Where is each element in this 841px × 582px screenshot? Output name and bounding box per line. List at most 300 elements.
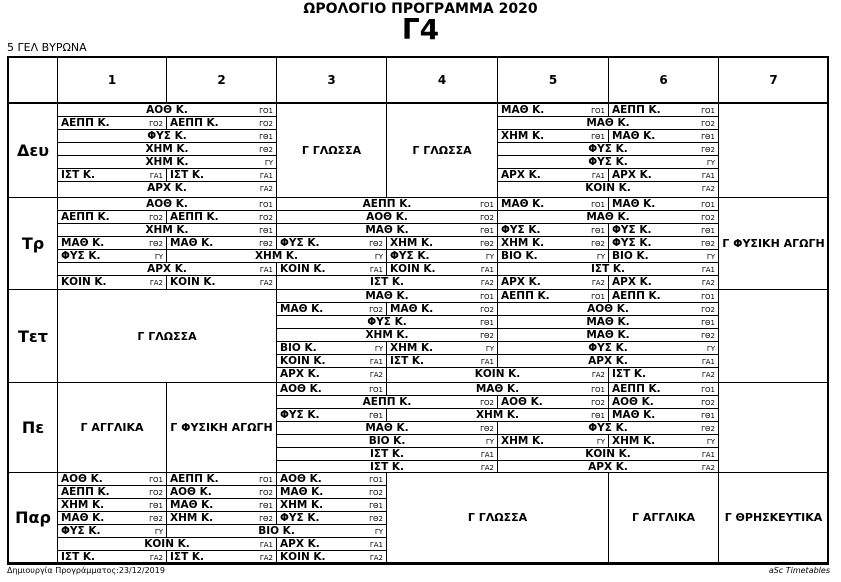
lesson-entry <box>498 290 609 303</box>
lesson-entry <box>277 435 498 448</box>
lesson-entry <box>609 169 719 182</box>
lesson-entry <box>498 250 609 263</box>
lesson-entry <box>277 499 387 512</box>
lesson-entry <box>167 211 277 224</box>
lesson-entry <box>277 316 498 329</box>
lesson-group: ΓΘ1 <box>369 412 383 420</box>
lesson-group: ΓΟ1 <box>591 201 605 209</box>
lesson-entry <box>498 316 719 329</box>
lesson-subject: ΑΟΘ Κ. <box>366 211 408 223</box>
lesson-subject: ΦΥΣ Κ. <box>61 525 101 537</box>
lesson-group: ΓΑ1 <box>480 266 494 274</box>
lesson-subject: ΧΗΜ Κ. <box>254 250 299 262</box>
lesson-entry <box>277 224 498 237</box>
lesson-entry <box>387 409 609 422</box>
lesson-group: ΓΟ2 <box>701 214 715 222</box>
lesson-subject: ΙΣΤ Κ. <box>390 355 425 367</box>
period-header: 5 <box>498 58 609 104</box>
lesson-group: ΓΘ1 <box>259 133 273 141</box>
lesson-group: ΓΑ1 <box>701 358 715 366</box>
lesson-group: ΓΘ1 <box>591 133 605 141</box>
lesson-group: ΓΟ1 <box>259 201 273 209</box>
lesson-entry <box>277 329 498 342</box>
lesson-group: ΓΥ <box>706 159 715 167</box>
lesson-entry <box>498 211 719 224</box>
lesson-subject: ΑΕΠΠ Κ. <box>170 117 219 129</box>
lesson-subject: ΑΡΧ Κ. <box>588 355 628 367</box>
lesson-entry <box>498 104 609 117</box>
lesson-subject: ΚΟΙΝ Κ. <box>280 263 326 275</box>
lesson-subject: ΚΟΙΝ Κ. <box>474 368 521 380</box>
lesson-group: ΓΥ <box>374 528 383 536</box>
lesson-entry <box>277 422 498 435</box>
lesson-group: ΓΑ1 <box>701 451 715 459</box>
lesson-subject: ΑΟΘ Κ. <box>146 198 188 210</box>
lesson-entry <box>167 169 277 182</box>
lesson-subject: ΙΣΤ Κ. <box>170 169 205 181</box>
lesson-entry <box>277 290 498 303</box>
lesson-entry <box>387 355 498 368</box>
lesson-group: ΓΑ1 <box>701 172 715 180</box>
lesson-subject: ΑΡΧ Κ. <box>280 538 320 550</box>
lesson-group: ΓΑ2 <box>259 279 273 287</box>
lesson-group: ΓΘ2 <box>480 425 494 433</box>
lesson-subject: ΑΡΧ Κ. <box>147 263 187 275</box>
lesson-subject: ΦΥΣ Κ. <box>61 250 101 262</box>
lesson-entry <box>58 156 277 169</box>
lesson-subject: ΧΗΜ Κ. <box>280 499 324 511</box>
lesson-entry <box>498 117 719 130</box>
lesson-group: ΓΥ <box>264 159 273 167</box>
lesson-group: ΓΟ2 <box>480 399 494 407</box>
lesson-entry <box>609 237 719 250</box>
lesson-group: ΓΥ <box>485 345 494 353</box>
lesson-group: ΓΘ1 <box>369 502 383 510</box>
lesson-subject: ΦΥΣ Κ. <box>280 237 320 249</box>
lesson-subject: ΧΗΜ Κ. <box>145 224 189 236</box>
lesson-group: ΓΥ <box>485 438 494 446</box>
lesson-entry <box>498 263 719 276</box>
lesson-entry <box>58 130 277 143</box>
lesson-subject: ΑΡΧ Κ. <box>501 169 541 181</box>
lesson-group: ΓΘ1 <box>701 412 715 420</box>
lesson-subject: ΦΥΣ Κ. <box>501 224 541 236</box>
day-label: Τετ <box>9 290 58 383</box>
period-header: 4 <box>387 58 498 104</box>
lesson-subject: ΚΟΙΝ Κ. <box>280 355 326 367</box>
lesson-group: ΓΟ1 <box>149 476 163 484</box>
lesson-subject: ΒΙΟ Κ. <box>280 342 317 354</box>
lesson-entry <box>609 198 719 211</box>
lesson-entry <box>498 329 719 342</box>
lesson-subject: ΑΟΘ Κ. <box>280 473 322 485</box>
lesson-entry <box>277 303 387 316</box>
lesson-group: ΓΘ2 <box>701 332 715 340</box>
lesson-group: ΓΟ2 <box>259 214 273 222</box>
lesson-group: ΓΑ2 <box>701 279 715 287</box>
lesson-entry <box>609 130 719 143</box>
lesson-entry <box>498 303 719 316</box>
lesson-subject: ΦΥΣ Κ. <box>280 409 320 421</box>
lesson-group: ΓΟ1 <box>591 386 605 394</box>
lesson-block: Γ ΦΥΣΙΚΗ ΑΓΩΓΗ <box>167 383 277 473</box>
lesson-subject: ΜΑΘ Κ. <box>612 130 656 142</box>
lesson-entry <box>277 473 387 486</box>
lesson-subject: ΙΣΤ Κ. <box>369 448 405 460</box>
lesson-subject: ΦΥΣ Κ. <box>280 512 320 524</box>
lesson-group: ΓΘ1 <box>259 227 273 235</box>
lesson-entry <box>277 396 498 409</box>
lesson-entry <box>498 169 609 182</box>
lesson-entry <box>58 512 167 525</box>
lesson-entry <box>277 383 387 396</box>
lesson-group: ΓΟ1 <box>480 201 494 209</box>
lesson-subject: ΜΑΘ Κ. <box>170 499 214 511</box>
lesson-group: ΓΥ <box>596 253 605 261</box>
lesson-entry <box>277 198 498 211</box>
lesson-group: ΓΥ <box>154 253 163 261</box>
lesson-subject: ΒΙΟ Κ. <box>258 525 295 537</box>
lesson-group: ΓΘ2 <box>259 515 273 523</box>
lesson-group: ΓΑ1 <box>591 172 605 180</box>
lesson-group: ΓΟ2 <box>480 214 494 222</box>
lesson-group: ΓΟ2 <box>369 306 383 314</box>
lesson-subject: ΙΣΤ Κ. <box>61 551 96 563</box>
lesson-entry <box>277 538 387 551</box>
lesson-block: Γ ΓΛΩΣΣΑ <box>387 104 498 198</box>
lesson-group: ΓΘ1 <box>480 319 494 327</box>
lesson-subject: ΜΑΘ Κ. <box>390 303 434 315</box>
lesson-entry <box>167 250 387 263</box>
lesson-entry <box>167 473 277 486</box>
day-label: Πε <box>9 383 58 473</box>
lesson-group: ΓΘ1 <box>701 227 715 235</box>
lesson-subject: ΧΗΜ Κ. <box>170 512 214 524</box>
lesson-group: ΓΟ1 <box>701 107 715 115</box>
lesson-entry <box>609 276 719 290</box>
lesson-entry <box>498 461 719 473</box>
lesson-block: Γ ΑΓΓΛΙΚΑ <box>58 383 167 473</box>
lesson-subject: ΑΡΧ Κ. <box>588 461 628 473</box>
lesson-group: ΓΑ2 <box>701 371 715 379</box>
lesson-subject: ΦΥΣ Κ. <box>612 237 652 249</box>
lesson-group: ΓΑ2 <box>369 554 383 562</box>
period-header: 2 <box>167 58 277 104</box>
lesson-entry <box>58 143 277 156</box>
lesson-subject: ΑΡΧ Κ. <box>612 276 652 288</box>
lesson-entry <box>58 224 277 237</box>
lesson-block: Γ ΓΛΩΣΣΑ <box>387 473 609 563</box>
lesson-group: ΓΟ1 <box>480 293 494 301</box>
footer-brand: aSc Timetables <box>768 566 830 575</box>
day-label: Παρ <box>9 473 58 563</box>
lesson-group: ΓΟ1 <box>701 201 715 209</box>
period-header: 6 <box>609 58 719 104</box>
lesson-group: ΓΑ1 <box>259 266 273 274</box>
lesson-subject: ΑΕΠΠ Κ. <box>61 211 110 223</box>
lesson-subject: ΜΑΘ Κ. <box>280 303 324 315</box>
lesson-group: ΓΥ <box>596 438 605 446</box>
lesson-group: ΓΑ1 <box>259 172 273 180</box>
lesson-subject: ΧΗΜ Κ. <box>475 409 520 421</box>
lesson-group: ΓΘ2 <box>369 240 383 248</box>
lesson-block: Γ ΑΓΓΛΙΚΑ <box>609 473 719 563</box>
lesson-entry <box>277 276 498 290</box>
lesson-subject: ΑΕΠΠ Κ. <box>170 211 219 223</box>
lesson-group: ΓΘ2 <box>701 240 715 248</box>
school-name: 5 ΓΕΛ ΒΥΡΩΝΑ <box>7 41 87 54</box>
lesson-group: ΓΑ2 <box>369 371 383 379</box>
lesson-group: ΓΘ2 <box>701 425 715 433</box>
lesson-subject: ΜΑΘ Κ. <box>612 409 656 421</box>
lesson-group: ΓΟ2 <box>259 120 273 128</box>
lesson-subject: ΑΡΧ Κ. <box>280 368 320 380</box>
lesson-group: ΓΟ2 <box>149 120 163 128</box>
lesson-group: ΓΑ2 <box>480 464 494 472</box>
lesson-entry <box>277 355 387 368</box>
lesson-subject: ΜΑΘ Κ. <box>170 237 214 249</box>
lesson-entry <box>58 169 167 182</box>
lesson-group: ΓΘ2 <box>259 146 273 154</box>
timetable-grid <box>7 56 829 565</box>
lesson-entry <box>498 143 719 156</box>
lesson-subject: ΑΕΠΠ Κ. <box>612 104 661 116</box>
lesson-entry <box>167 499 277 512</box>
lesson-group: ΓΑ1 <box>480 358 494 366</box>
lesson-block: Γ ΘΡΗΣΚΕΥΤΙΚΑ <box>719 473 829 563</box>
lesson-subject: ΒΙΟ Κ. <box>612 250 649 262</box>
lesson-group: ΓΘ2 <box>480 332 494 340</box>
lesson-entry <box>498 342 719 355</box>
lesson-subject: ΙΣΤ Κ. <box>170 551 205 563</box>
lesson-entry <box>167 551 277 563</box>
lesson-entry <box>277 237 387 250</box>
lesson-entry <box>58 250 167 263</box>
lesson-subject: ΧΗΜ Κ. <box>145 156 189 168</box>
lesson-subject: ΑΕΠΠ Κ. <box>362 396 412 408</box>
lesson-group: ΓΟ2 <box>480 306 494 314</box>
lesson-group: ΓΟ2 <box>149 489 163 497</box>
lesson-subject: ΚΟΙΝ Κ. <box>61 276 107 288</box>
lesson-entry <box>58 211 167 224</box>
lesson-entry <box>387 250 498 263</box>
lesson-group: ΓΑ2 <box>701 464 715 472</box>
lesson-entry <box>609 224 719 237</box>
lesson-group: ΓΥ <box>374 345 383 353</box>
lesson-subject: ΙΣΤ Κ. <box>590 263 626 275</box>
lesson-entry <box>387 263 498 276</box>
lesson-entry <box>167 525 387 538</box>
lesson-entry <box>609 435 719 448</box>
footer-created-date: Δημιουργία Προγράμματος:23/12/2019 <box>7 566 165 575</box>
lesson-subject: ΑΟΘ Κ. <box>280 383 322 395</box>
empty-cell <box>719 290 829 383</box>
lesson-group: ΓΑ2 <box>149 554 163 562</box>
lesson-group: ΓΘ2 <box>701 146 715 154</box>
lesson-block: Γ ΦΥΣΙΚΗ ΑΓΩΓΗ <box>719 198 829 290</box>
lesson-subject: ΜΑΘ Κ. <box>586 316 630 328</box>
lesson-entry <box>58 237 167 250</box>
lesson-subject: ΦΥΣ Κ. <box>588 342 628 354</box>
lesson-group: ΓΑ2 <box>149 279 163 287</box>
lesson-entry <box>609 290 719 303</box>
lesson-group: ΓΟ2 <box>149 214 163 222</box>
empty-cell <box>719 383 829 473</box>
lesson-group: ΓΟ1 <box>591 293 605 301</box>
lesson-subject: ΦΥΣ Κ. <box>390 250 430 262</box>
lesson-subject: ΙΣΤ Κ. <box>612 368 647 380</box>
lesson-group: ΓΥ <box>706 345 715 353</box>
lesson-group: ΓΘ2 <box>149 515 163 523</box>
timetable-title: ΩΡΟΛΟΓΙΟ ΠΡΟΓΡΑΜΜΑ 2020 <box>303 1 538 17</box>
lesson-subject: ΜΑΘ Κ. <box>365 224 409 236</box>
lesson-entry <box>387 237 498 250</box>
lesson-group: ΓΑ2 <box>701 185 715 193</box>
lesson-subject: ΑΟΘ Κ. <box>61 473 103 485</box>
lesson-entry <box>609 104 719 117</box>
lesson-subject: ΑΕΠΠ Κ. <box>362 198 412 210</box>
lesson-group: ΓΘ2 <box>149 240 163 248</box>
lesson-subject: ΜΑΘ Κ. <box>612 198 656 210</box>
lesson-entry <box>277 263 387 276</box>
lesson-group: ΓΟ1 <box>701 293 715 301</box>
period-header: 1 <box>58 58 167 104</box>
lesson-subject: ΙΣΤ Κ. <box>369 461 405 473</box>
lesson-block: Γ ΓΛΩΣΣΑ <box>277 104 387 198</box>
lesson-group: ΓΥ <box>374 253 383 261</box>
lesson-entry <box>498 422 719 435</box>
lesson-subject: ΜΑΘ Κ. <box>280 486 324 498</box>
lesson-subject: ΧΗΜ Κ. <box>145 143 189 155</box>
lesson-subject: ΑΕΠΠ Κ. <box>612 290 661 302</box>
lesson-entry <box>58 473 167 486</box>
empty-cell <box>719 104 829 198</box>
lesson-subject: ΦΥΣ Κ. <box>147 130 187 142</box>
lesson-group: ΓΟ1 <box>369 476 383 484</box>
lesson-subject: ΑΟΘ Κ. <box>170 486 212 498</box>
lesson-subject: ΒΙΟ Κ. <box>501 250 538 262</box>
lesson-entry <box>277 461 498 473</box>
lesson-entry <box>498 224 609 237</box>
lesson-subject: ΧΗΜ Κ. <box>61 499 105 511</box>
lesson-subject: ΜΑΘ Κ. <box>586 211 630 223</box>
class-name: Γ4 <box>401 13 440 46</box>
lesson-subject: ΑΕΠΠ Κ. <box>501 290 550 302</box>
lesson-group: ΓΟ2 <box>259 489 273 497</box>
lesson-subject: ΚΟΙΝ Κ. <box>144 538 190 550</box>
lesson-subject: ΜΑΘ Κ. <box>586 117 630 129</box>
lesson-group: ΓΟ2 <box>369 489 383 497</box>
lesson-entry <box>387 383 609 396</box>
lesson-group: ΓΟ2 <box>701 306 715 314</box>
lesson-subject: ΜΑΘ Κ. <box>365 422 409 434</box>
lesson-subject: ΚΟΙΝ Κ. <box>585 448 631 460</box>
lesson-group: ΓΘ1 <box>480 227 494 235</box>
lesson-subject: ΑΡΧ Κ. <box>501 276 541 288</box>
lesson-subject: ΑΡΧ Κ. <box>147 182 187 194</box>
lesson-entry <box>58 525 167 538</box>
lesson-group: ΓΘ2 <box>369 515 383 523</box>
lesson-entry <box>277 448 498 461</box>
lesson-entry <box>387 368 609 383</box>
lesson-subject: ΚΟΙΝ Κ. <box>585 182 631 194</box>
lesson-subject: ΚΟΙΝ Κ. <box>390 263 436 275</box>
lesson-group: ΓΑ2 <box>591 371 605 379</box>
lesson-block: Γ ΓΛΩΣΣΑ <box>58 290 277 383</box>
lesson-group: ΓΑ1 <box>701 266 715 274</box>
lesson-entry <box>609 409 719 422</box>
period-header: 7 <box>719 58 829 104</box>
lesson-entry <box>277 211 498 224</box>
lesson-entry <box>58 499 167 512</box>
lesson-group: ΓΟ1 <box>259 107 273 115</box>
lesson-subject: ΦΥΣ Κ. <box>588 143 628 155</box>
lesson-subject: ΧΗΜ Κ. <box>390 237 434 249</box>
lesson-entry <box>58 276 167 290</box>
lesson-entry <box>277 368 387 383</box>
lesson-group: ΓΑ2 <box>591 279 605 287</box>
lesson-group: ΓΟ2 <box>591 399 605 407</box>
lesson-entry <box>609 383 719 396</box>
lesson-subject: ΜΑΘ Κ. <box>365 290 409 302</box>
lesson-group: ΓΑ1 <box>259 541 273 549</box>
lesson-entry <box>498 448 719 461</box>
lesson-subject: ΑΟΘ Κ. <box>587 303 629 315</box>
lesson-group: ΓΑ1 <box>369 541 383 549</box>
period-header: 3 <box>277 58 387 104</box>
lesson-subject: ΦΥΣ Κ. <box>612 224 652 236</box>
lesson-subject: ΧΗΜ Κ. <box>501 130 545 142</box>
lesson-entry <box>58 198 277 211</box>
lesson-subject: ΧΗΜ Κ. <box>365 329 409 341</box>
lesson-subject: ΦΥΣ Κ. <box>588 156 628 168</box>
lesson-entry <box>167 237 277 250</box>
lesson-group: ΓΑ1 <box>369 358 383 366</box>
lesson-entry <box>609 396 719 409</box>
lesson-group: ΓΥ <box>154 528 163 536</box>
lesson-subject: ΦΥΣ Κ. <box>367 316 407 328</box>
lesson-entry <box>167 512 277 525</box>
lesson-subject: ΒΙΟ Κ. <box>368 435 406 447</box>
lesson-entry <box>609 250 719 263</box>
lesson-entry <box>498 182 719 198</box>
lesson-entry <box>498 355 719 368</box>
day-label: Τρ <box>9 198 58 290</box>
lesson-subject: ΧΗΜ Κ. <box>390 342 434 354</box>
lesson-group: ΓΥ <box>706 253 715 261</box>
lesson-group: ΓΑ1 <box>369 266 383 274</box>
lesson-group: ΓΘ1 <box>259 502 273 510</box>
lesson-subject: ΑΟΘ Κ. <box>146 104 188 116</box>
lesson-group: ΓΑ1 <box>480 451 494 459</box>
lesson-group: ΓΘ1 <box>591 412 605 420</box>
lesson-entry <box>387 342 498 355</box>
lesson-subject: ΚΟΙΝ Κ. <box>280 551 326 563</box>
lesson-entry <box>167 117 277 130</box>
lesson-entry <box>498 156 719 169</box>
lesson-entry <box>498 276 609 290</box>
lesson-entry <box>498 435 609 448</box>
lesson-group: ΓΟ1 <box>259 476 273 484</box>
lesson-entry <box>167 486 277 499</box>
lesson-entry <box>277 486 387 499</box>
lesson-entry <box>58 538 277 551</box>
lesson-entry <box>58 104 277 117</box>
lesson-group: ΓΥ <box>706 438 715 446</box>
lesson-subject: ΑΟΘ Κ. <box>612 396 654 408</box>
lesson-entry <box>498 130 609 143</box>
lesson-subject: ΧΗΜ Κ. <box>612 435 656 447</box>
